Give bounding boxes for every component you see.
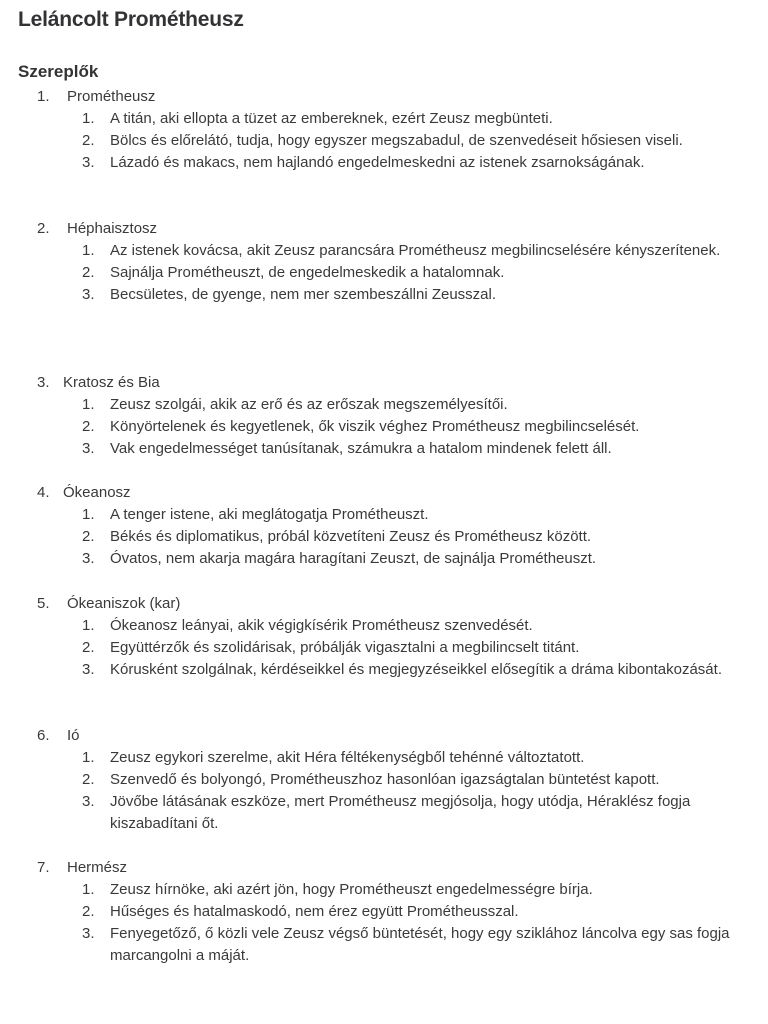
character-item [0, 86, 768, 174]
trait-text: Kórusként szolgálnak, kérdéseikkel és megjegyzéseikkel elősegítik a dráma kibontakozását. [110, 661, 722, 678]
character-header [0, 86, 768, 108]
trait-text: A titán, aki ellopta a tüzet az embereknek, ezért Zeusz megbünteti. [110, 110, 553, 127]
trait-number: 1. [82, 881, 95, 898]
trait-text: Együttérzők és szolidárisak, próbálják vigasztalni a megbilincselt titánt. [110, 639, 580, 656]
trait-text: Ókeanosz leányai, akik végigkísérik Prométheusz szenvedését. [110, 617, 533, 634]
trait-item [0, 130, 768, 152]
character-header [0, 482, 768, 504]
trait-text: Békés és diplomatikus, próbál közvetíteni Zeusz és Prométheusz között. [110, 528, 592, 545]
trait-number: 1. [82, 617, 95, 634]
character-name: Prométheusz [67, 88, 156, 105]
trait-number: 3. [82, 925, 95, 942]
trait-text: Óvatos, nem akarja magára haragítani Zeuszt, de sajnálja Prométheuszt. [110, 550, 597, 567]
character-name: Ókeanosz [63, 484, 131, 501]
character-number: 5. [37, 595, 50, 612]
trait-number: 3. [82, 550, 95, 567]
trait-text: Jövőbe látásának eszköze, mert Prométheusz megjósolja, hogy utódja, Héraklész fogja kiszabadítani őt. [110, 793, 691, 832]
trait-number: 2. [82, 771, 95, 788]
trait-text: Zeusz egykori szerelme, akit Héra féltékenységből tehénné változtatott. [110, 749, 585, 766]
trait-text: A tenger istene, aki meglátogatja Prométheuszt. [110, 506, 429, 523]
trait-number: 2. [82, 132, 95, 149]
character-number: 7. [37, 859, 50, 876]
character-name: Kratosz és Bia [63, 374, 160, 391]
trait-number: 2. [82, 418, 95, 435]
character-name: Hermész [67, 859, 128, 876]
character-item [0, 372, 768, 460]
character-item [0, 482, 768, 570]
trait-text: Sajnálja Prométheuszt, de engedelmeskedik a hatalomnak. [110, 264, 505, 281]
character-header [0, 725, 768, 747]
trait-number: 1. [82, 242, 95, 259]
trait-item [0, 416, 768, 438]
trait-text: Becsületes, de gyenge, nem mer szembeszállni Zeusszal. [110, 286, 497, 303]
document-title: Leláncolt Prométheusz [18, 8, 244, 31]
trait-item [0, 791, 768, 835]
trait-item [0, 769, 768, 791]
trait-item [0, 394, 768, 416]
trait-item [0, 108, 768, 130]
trait-item [0, 659, 768, 681]
trait-item [0, 923, 768, 967]
character-header [0, 857, 768, 879]
trait-number: 3. [82, 440, 95, 457]
trait-item [0, 747, 768, 769]
trait-text: Bölcs és előrelátó, tudja, hogy egyszer megszabadul, de szenvedéseit hősiesen viseli. [110, 132, 683, 149]
trait-text: Szenvedő és bolyongó, Prométheuszhoz hasonlóan igazságtalan büntetést kapott. [110, 771, 660, 788]
trait-number: 3. [82, 154, 95, 171]
trait-text: Fenyegetőző, ő közli vele Zeusz végső büntetését, hogy egy sziklához láncolva egy sas fogja marcangolni a máját. [110, 925, 730, 964]
section-heading: Szereplők [18, 62, 99, 81]
trait-item [0, 879, 768, 901]
character-item [0, 218, 768, 306]
trait-text: Zeusz szolgái, akik az erő és az erőszak megszemélyesítői. [110, 396, 508, 413]
character-number: 2. [37, 220, 50, 237]
trait-item [0, 504, 768, 526]
character-number: 3. [37, 374, 50, 391]
character-item [0, 593, 768, 681]
trait-number: 2. [82, 903, 95, 920]
trait-text: Lázadó és makacs, nem hajlandó engedelmeskedni az istenek zsarnokságának. [110, 154, 645, 171]
trait-number: 3. [82, 793, 95, 810]
trait-item [0, 262, 768, 284]
trait-text: Vak engedelmességet tanúsítanak, számukra a hatalom mindenek felett áll. [110, 440, 612, 457]
character-header [0, 218, 768, 240]
trait-text: Könyörtelenek és kegyetlenek, ők viszik véghez Prométheusz megbilincselését. [110, 418, 640, 435]
trait-item [0, 548, 768, 570]
trait-text: Zeusz hírnöke, aki azért jön, hogy Prométheuszt engedelmességre bírja. [110, 881, 593, 898]
character-name: Ió [67, 727, 80, 744]
character-number: 6. [37, 727, 50, 744]
trait-number: 1. [82, 396, 95, 413]
trait-item [0, 152, 768, 174]
trait-item [0, 526, 768, 548]
trait-number: 2. [82, 639, 95, 656]
trait-number: 1. [82, 506, 95, 523]
trait-number: 1. [82, 749, 95, 766]
trait-item [0, 901, 768, 923]
trait-item [0, 438, 768, 460]
trait-number: 2. [82, 264, 95, 281]
character-name: Héphaisztosz [67, 220, 158, 237]
trait-text: Hűséges és hatalmaskodó, nem érez együtt Prométheusszal. [110, 903, 519, 920]
character-number: 1. [37, 88, 50, 105]
character-item [0, 725, 768, 835]
trait-number: 2. [82, 528, 95, 545]
character-header [0, 372, 768, 394]
character-name: Ókeaniszok (kar) [67, 595, 181, 612]
trait-number: 1. [82, 110, 95, 127]
trait-number: 3. [82, 286, 95, 303]
character-number: 4. [37, 484, 50, 501]
trait-item [0, 637, 768, 659]
trait-text: Az istenek kovácsa, akit Zeusz parancsára Prométheusz megbilincselésére kényszerítenek. [110, 242, 721, 259]
character-item [0, 857, 768, 967]
trait-item [0, 284, 768, 306]
trait-item [0, 615, 768, 637]
character-header [0, 593, 768, 615]
trait-number: 3. [82, 661, 95, 678]
trait-item [0, 240, 768, 262]
